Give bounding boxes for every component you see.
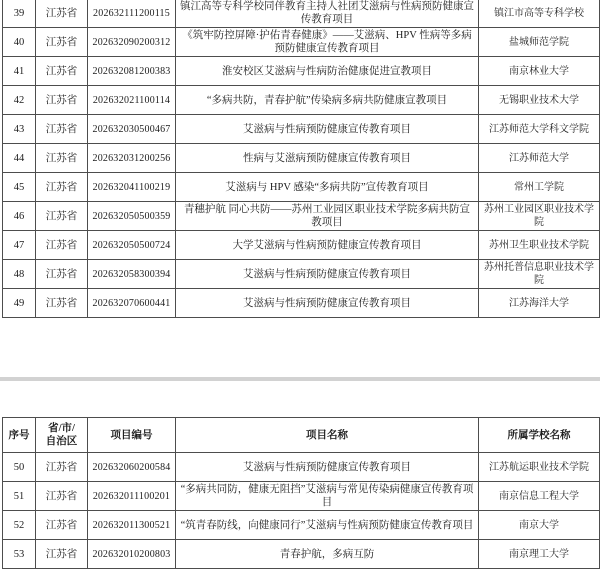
cell-no: 50 — [3, 453, 36, 482]
cell-code: 202632031200256 — [88, 144, 176, 173]
header-cell-province — [36, 418, 88, 453]
cell-school: 苏州工业园区职业技术学院 — [479, 202, 600, 231]
table-row — [3, 540, 600, 569]
table-row — [3, 482, 600, 511]
header-province-line2: 自治区 — [45, 436, 78, 447]
cell-no: 46 — [3, 202, 36, 231]
cell-project: 大学艾滋病与性病预防健康宣传教育项目 — [176, 231, 479, 260]
cell-code: 202632081200383 — [88, 57, 176, 86]
cell-project: “多病共防，青春护航”传染病多病共防健康宣教项目 — [176, 86, 479, 115]
table-row — [3, 202, 600, 231]
cell-no: 43 — [3, 115, 36, 144]
cell-project: 性病与艾滋病预防健康宣传教育项目 — [176, 144, 479, 173]
header-cell-no: 序号 — [3, 418, 36, 453]
cell-school: 常州工学院 — [479, 173, 600, 202]
cell-project: 艾滋病与性病预防健康宣传教育项目 — [176, 260, 479, 289]
table-row — [3, 144, 600, 173]
cell-school: 江苏航运职业技术学院 — [479, 453, 600, 482]
cell-code: 202632050500359 — [88, 202, 176, 231]
cell-project: 镇江高等专科学校同伴教育主持人社团艾滋病与性病预防健康宣传教育项目 — [176, 0, 479, 28]
projects-table-page-top — [2, 0, 600, 318]
cell-no: 42 — [3, 86, 36, 115]
header-province-line1: 省/市/ — [48, 423, 75, 434]
cell-school: 南京理工大学 — [479, 540, 600, 569]
cell-project: 《筑牢防控屏障·护佑青春健康》——艾滋病、HPV 性病等多病预防健康宣传教育项目 — [176, 28, 479, 57]
cell-school: 南京大学 — [479, 511, 600, 540]
cell-project: 青穗护航 同心共防——苏州工业园区职业技术学院多病共防宣教项目 — [176, 202, 479, 231]
cell-code: 202632090200312 — [88, 28, 176, 57]
cell-no: 51 — [3, 482, 36, 511]
cell-code: 202632050500724 — [88, 231, 176, 260]
cell-province: 江苏省 — [36, 482, 88, 511]
cell-code: 202632011100201 — [88, 482, 176, 511]
cell-project: 淮安校区艾滋病与性病防治健康促进宣教项目 — [176, 57, 479, 86]
cell-code: 202632021100114 — [88, 86, 176, 115]
cell-province: 江苏省 — [36, 289, 88, 318]
page-break-divider — [0, 377, 600, 381]
cell-school: 镇江市高等专科学校 — [479, 0, 600, 28]
cell-project: “多病共同防，健康无阻挡”艾滋病与常见传染病健康宣传教育项目 — [176, 482, 479, 511]
cell-school: 江苏师范大学科文学院 — [479, 115, 600, 144]
cell-province: 江苏省 — [36, 202, 88, 231]
cell-code: 202632010200803 — [88, 540, 176, 569]
cell-no: 40 — [3, 28, 36, 57]
table-row — [3, 260, 600, 289]
cell-project: 艾滋病与性病预防健康宣传教育项目 — [176, 453, 479, 482]
cell-no: 49 — [3, 289, 36, 318]
header-cell-code: 项目编号 — [88, 418, 176, 453]
cell-province: 江苏省 — [36, 115, 88, 144]
table-row — [3, 511, 600, 540]
projects-table-page-bottom — [2, 417, 600, 569]
table-row — [3, 86, 600, 115]
cell-code: 202632111200115 — [88, 0, 176, 28]
cell-province: 江苏省 — [36, 453, 88, 482]
cell-province: 江苏省 — [36, 28, 88, 57]
projects-table-body-top — [3, 0, 600, 318]
cell-project: 艾滋病与 HPV 感染“多病共防”宣传教育项目 — [176, 173, 479, 202]
cell-province: 江苏省 — [36, 57, 88, 86]
cell-province: 江苏省 — [36, 511, 88, 540]
cell-province: 江苏省 — [36, 173, 88, 202]
cell-school: 南京信息工程大学 — [479, 482, 600, 511]
cell-code: 202632041100219 — [88, 173, 176, 202]
cell-province: 江苏省 — [36, 540, 88, 569]
cell-project: “筑青春防线，向健康同行”艾滋病与性病预防健康宣传教育项目 — [176, 511, 479, 540]
cell-school: 盐城师范学院 — [479, 28, 600, 57]
cell-code: 202632011300521 — [88, 511, 176, 540]
cell-no: 41 — [3, 57, 36, 86]
cell-no: 52 — [3, 511, 36, 540]
cell-code: 202632030500467 — [88, 115, 176, 144]
table-header-row — [3, 418, 600, 453]
cell-no: 45 — [3, 173, 36, 202]
header-cell-school: 所属学校名称 — [479, 418, 600, 453]
cell-province: 江苏省 — [36, 86, 88, 115]
table-row — [3, 173, 600, 202]
projects-table-body-bottom — [3, 453, 600, 569]
cell-school: 无锡职业技术大学 — [479, 86, 600, 115]
cell-no: 44 — [3, 144, 36, 173]
table-row — [3, 231, 600, 260]
cell-no: 47 — [3, 231, 36, 260]
cell-code: 202632060200584 — [88, 453, 176, 482]
cell-province: 江苏省 — [36, 260, 88, 289]
cell-school: 苏州卫生职业技术学院 — [479, 231, 600, 260]
cell-school: 苏州托普信息职业技术学院 — [479, 260, 600, 289]
cell-project: 青春护航，多病互防 — [176, 540, 479, 569]
table-row — [3, 453, 600, 482]
table-row — [3, 0, 600, 28]
table-row — [3, 28, 600, 57]
cell-code: 202632070600441 — [88, 289, 176, 318]
cell-school: 江苏师范大学 — [479, 144, 600, 173]
cell-project: 艾滋病与性病预防健康宣传教育项目 — [176, 289, 479, 318]
table-row — [3, 115, 600, 144]
table-row — [3, 57, 600, 86]
header-cell-project: 项目名称 — [176, 418, 479, 453]
cell-project: 艾滋病与性病预防健康宣传教育项目 — [176, 115, 479, 144]
cell-school: 江苏海洋大学 — [479, 289, 600, 318]
cell-province: 江苏省 — [36, 144, 88, 173]
table-row — [3, 289, 600, 318]
cell-code: 202632058300394 — [88, 260, 176, 289]
cell-no: 48 — [3, 260, 36, 289]
cell-school: 南京林业大学 — [479, 57, 600, 86]
cell-province: 江苏省 — [36, 0, 88, 28]
cell-no: 39 — [3, 0, 36, 28]
cell-province: 江苏省 — [36, 231, 88, 260]
cell-no: 53 — [3, 540, 36, 569]
